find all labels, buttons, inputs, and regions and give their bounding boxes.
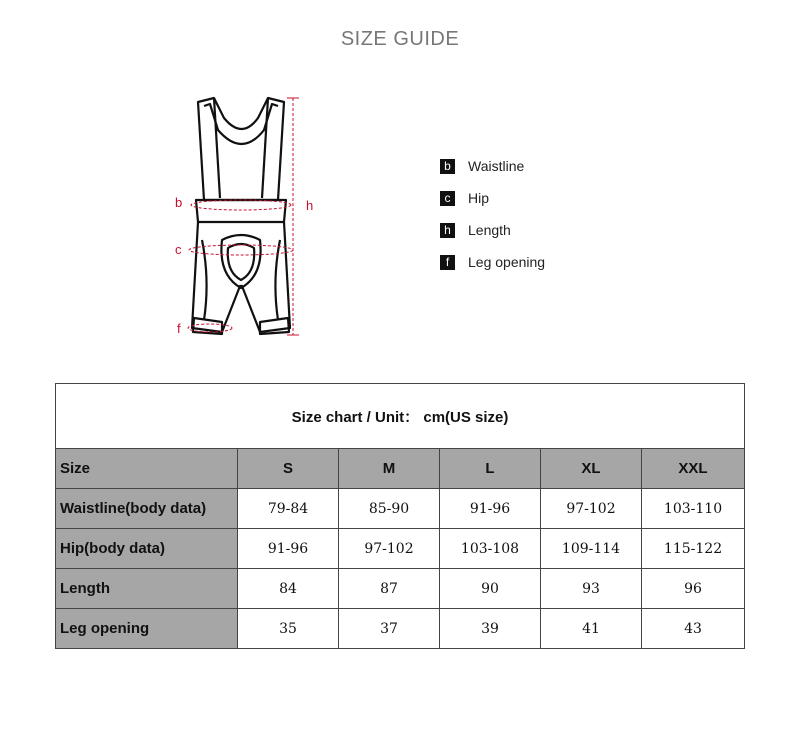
legend-item-waistline (440, 150, 640, 182)
legend-label: Leg opening (468, 254, 546, 270)
table-cell: 115-122 (642, 529, 745, 569)
legend-item-hip (440, 182, 640, 214)
table-cell: 35 (238, 609, 339, 649)
diagram-label-f: f (177, 321, 181, 336)
page-title: SIZE GUIDE (340, 28, 460, 50)
legend-badge-h: h (440, 223, 455, 238)
table-cell: 39 (440, 609, 541, 649)
table-row (56, 569, 745, 609)
table-cell: 97-102 (541, 489, 642, 529)
legend-label: Hip (468, 190, 490, 206)
header-size-xl: XL (541, 449, 642, 489)
table-cell: 109-114 (541, 529, 642, 569)
measurement-legend (440, 150, 640, 278)
row-label-length: Length (56, 569, 238, 609)
diagram-label-c: c (175, 242, 182, 257)
legend-badge-f: f (440, 255, 455, 270)
table-cell: 43 (642, 609, 745, 649)
bib-shorts-diagram (160, 90, 330, 345)
table-cell: 96 (642, 569, 745, 609)
row-label-leg-opening: Leg opening (56, 609, 238, 649)
table-cell: 79-84 (238, 489, 339, 529)
table-cell: 93 (541, 569, 642, 609)
legend-badge-b: b (440, 159, 455, 174)
header-size-m: M (339, 449, 440, 489)
legend-label: Waistline (468, 158, 525, 174)
table-row (56, 609, 745, 649)
header-size-label: Size (56, 449, 238, 489)
caption-row (56, 384, 745, 449)
table-cell: 37 (339, 609, 440, 649)
legend-badge-c: c (440, 191, 455, 206)
table-row (56, 529, 745, 569)
table-cell: 41 (541, 609, 642, 649)
legend-label: Length (468, 222, 511, 238)
table-cell: 91-96 (440, 489, 541, 529)
header-row (56, 449, 745, 489)
legend-item-length (440, 214, 640, 246)
table-cell: 103-108 (440, 529, 541, 569)
legend-item-leg-opening (440, 246, 640, 278)
row-label-waistline: Waistline(body data) (56, 489, 238, 529)
size-chart-table (55, 383, 745, 649)
table-row (56, 489, 745, 529)
garment-outline (192, 98, 290, 334)
table-cell: 97-102 (339, 529, 440, 569)
table-cell: 84 (238, 569, 339, 609)
header-size-xxl: XXL (642, 449, 745, 489)
table-cell: 103-110 (642, 489, 745, 529)
diagram-label-h: h (306, 198, 314, 213)
table-cell: 85-90 (339, 489, 440, 529)
row-label-hip: Hip(body data) (56, 529, 238, 569)
diagram-label-b: b (175, 195, 183, 210)
size-chart-caption: Size chart / Unit： cm(US size) (56, 384, 745, 449)
table-cell: 91-96 (238, 529, 339, 569)
bib-shorts-illustration (160, 90, 330, 345)
header-size-s: S (238, 449, 339, 489)
table-cell: 90 (440, 569, 541, 609)
header-size-l: L (440, 449, 541, 489)
table-cell: 87 (339, 569, 440, 609)
